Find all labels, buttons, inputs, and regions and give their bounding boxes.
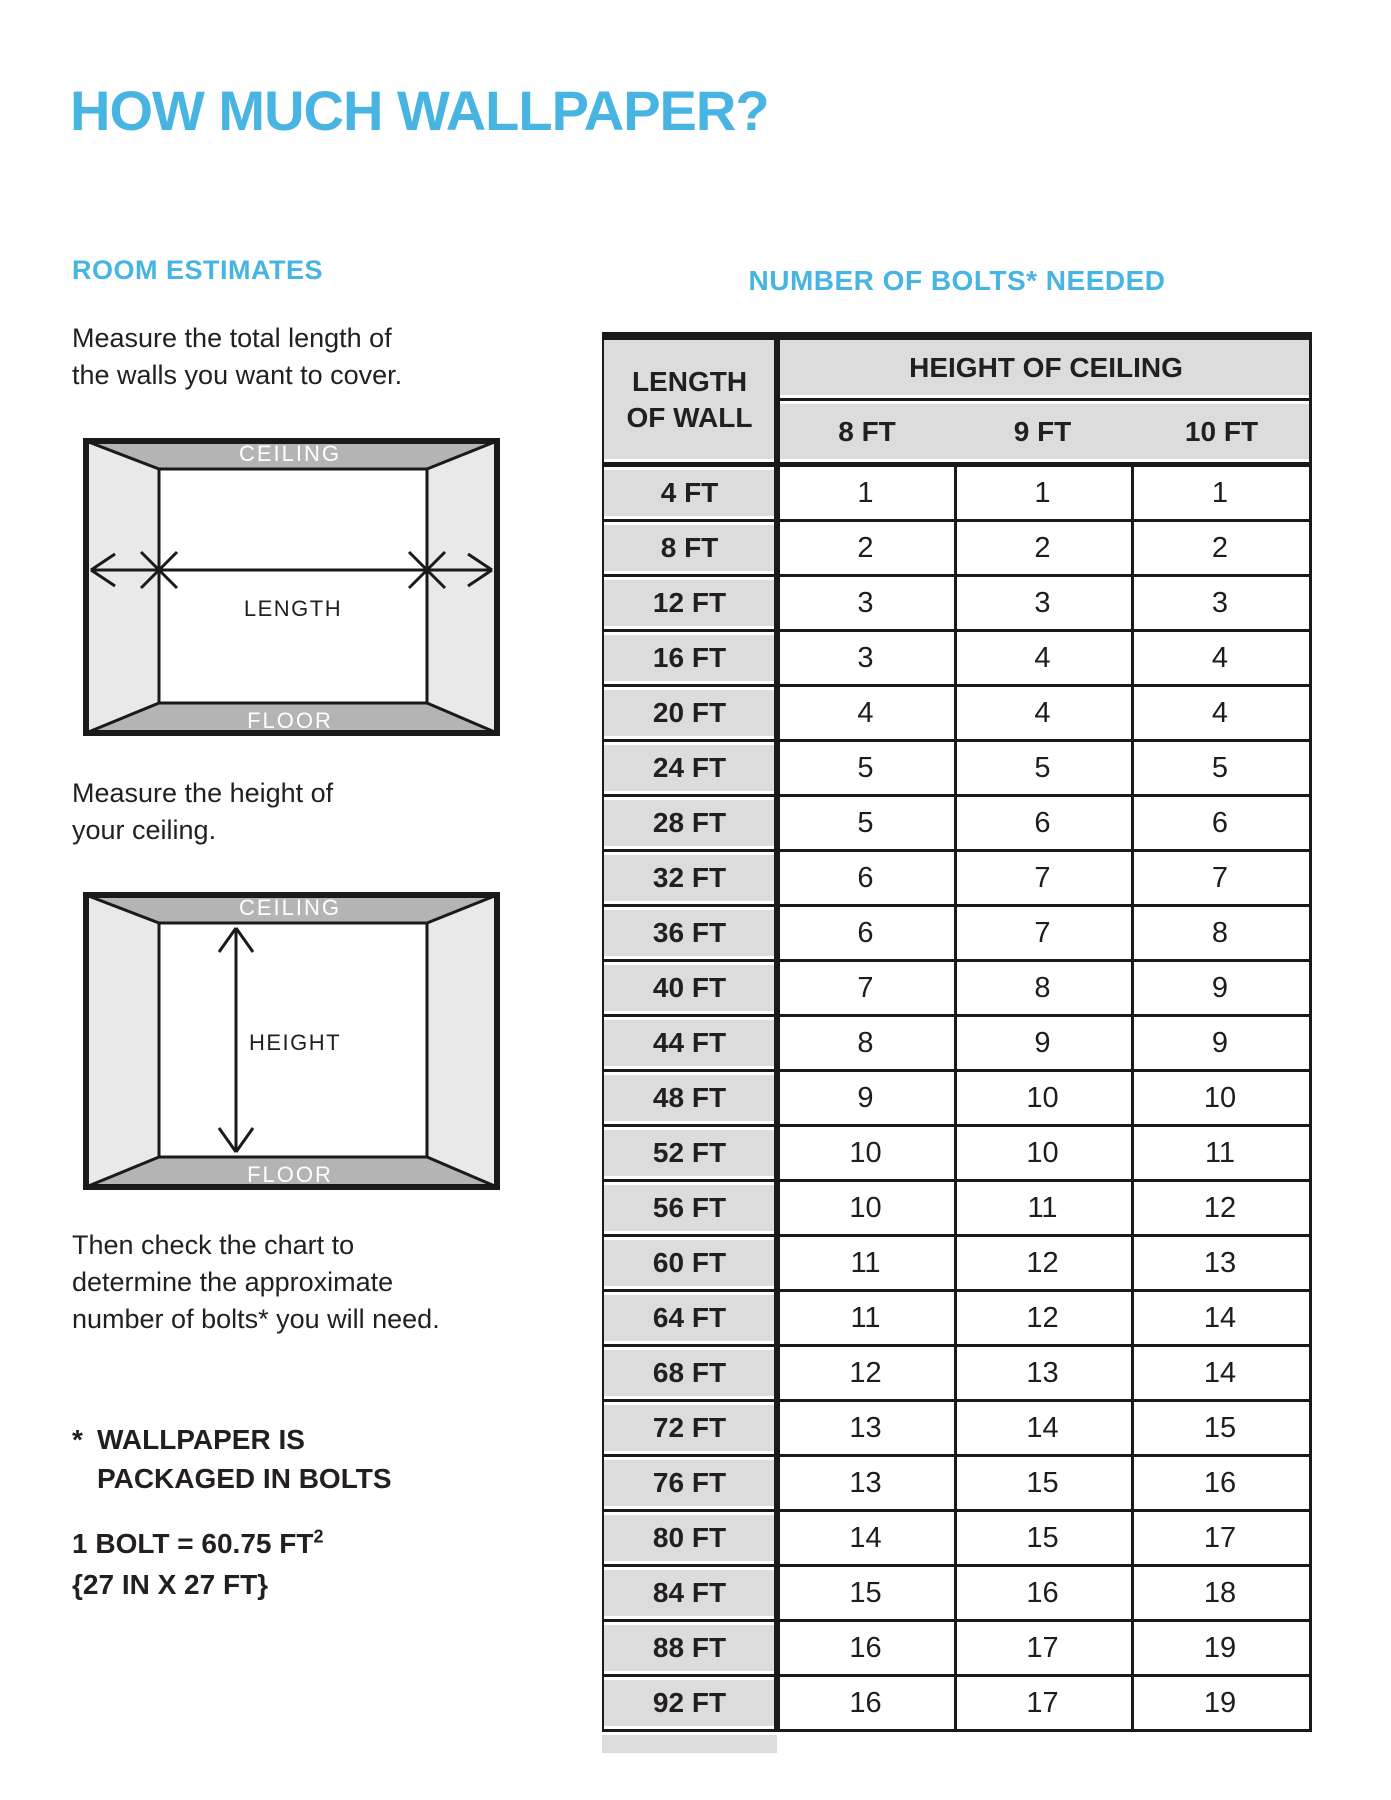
instruction-chart-line1: Then check the chart to (72, 1230, 355, 1260)
wall-length-cell: 52 FT (602, 1130, 777, 1176)
table-row (602, 852, 1312, 907)
bolt-count-cell: 10 (954, 1127, 1131, 1179)
bolt-count-cell: 15 (777, 1567, 954, 1619)
ceiling-label: CEILING (238, 441, 342, 466)
bolt-count-cell: 2 (1131, 522, 1309, 574)
table-row (602, 797, 1312, 852)
floor-label: FLOOR (247, 708, 333, 733)
bolt-count-cell: 6 (1131, 797, 1309, 849)
instruction-chart-line2: determine the approximate (72, 1267, 394, 1297)
bolts-table (602, 332, 1312, 1753)
wall-length-cell: 24 FT (602, 745, 777, 791)
bolt-count-cell: 9 (954, 1017, 1131, 1069)
room-height-diagram (83, 892, 500, 1190)
room-length-diagram (83, 438, 500, 736)
bolts-table-heading: NUMBER OF BOLTS* NEEDED (748, 265, 1166, 296)
table-bottom-stub (602, 1735, 777, 1753)
bolt-count-cell: 14 (1131, 1292, 1309, 1344)
table-grid (602, 340, 1312, 1732)
wall-length-cell: 8 FT (602, 525, 777, 571)
bolt-dimensions: {27 IN X 27 FT} (72, 1569, 269, 1601)
table-row (602, 907, 1312, 962)
column-rule (954, 467, 957, 1732)
room-length-illustration (83, 438, 500, 736)
bolt-count-cell: 18 (1131, 1567, 1309, 1619)
wall-length-cell: 84 FT (602, 1570, 777, 1616)
column-header-10ft: 10 FT (1184, 415, 1259, 447)
bolt-count-cell: 9 (1131, 962, 1309, 1014)
table-row (602, 1402, 1312, 1457)
floor-label: FLOOR (247, 1162, 333, 1187)
bolt-count-cell: 15 (954, 1512, 1131, 1564)
table-row (602, 1072, 1312, 1127)
bolt-count-cell: 14 (1131, 1347, 1309, 1399)
ceiling-label: CEILING (238, 895, 342, 920)
bolt-count-cell: 3 (777, 577, 954, 629)
length-of-wall-header (602, 340, 777, 459)
bolt-count-cell: 11 (1131, 1127, 1309, 1179)
wall-length-cell: 56 FT (602, 1185, 777, 1231)
footnote-line1: WALLPAPER IS (97, 1424, 305, 1455)
table-row (602, 1182, 1312, 1237)
right-wall (427, 892, 500, 1190)
wall-length-cell: 28 FT (602, 800, 777, 846)
wall-length-cell: 68 FT (602, 1350, 777, 1396)
page-title: HOW MUCH WALLPAPER? (70, 79, 769, 142)
bolt-count-cell: 15 (1131, 1402, 1309, 1454)
bolt-count-cell: 3 (954, 577, 1131, 629)
table-row (602, 1347, 1312, 1402)
table-row (602, 1017, 1312, 1072)
length-of-wall-line2: OF WALL (626, 401, 753, 433)
bolt-count-cell: 16 (777, 1622, 954, 1674)
table-top-border (602, 332, 1312, 340)
wall-length-cell: 92 FT (602, 1680, 777, 1726)
wall-length-cell: 16 FT (602, 635, 777, 681)
room-height-illustration (83, 892, 500, 1190)
bolt-count-cell: 10 (954, 1072, 1131, 1124)
bolt-count-cell: 17 (954, 1677, 1131, 1729)
instruction-length (72, 320, 402, 394)
height-label: HEIGHT (248, 1030, 342, 1055)
bolt-count-cell: 10 (777, 1182, 954, 1234)
bolt-count-cell: 7 (954, 852, 1131, 904)
wall-length-cell: 48 FT (602, 1075, 777, 1121)
table-thick-divider (774, 340, 780, 1732)
wall-length-cell: 44 FT (602, 1020, 777, 1066)
bolt-count-cell: 6 (777, 907, 954, 959)
wall-length-cell: 64 FT (602, 1295, 777, 1341)
bolt-count-cell: 11 (777, 1237, 954, 1289)
table-header (602, 340, 1312, 462)
bolt-count-cell: 9 (1131, 1017, 1309, 1069)
wall-length-cell: 88 FT (602, 1625, 777, 1671)
wall-length-cell: 76 FT (602, 1460, 777, 1506)
bolt-count-cell: 13 (1131, 1237, 1309, 1289)
wall-length-cell: 32 FT (602, 855, 777, 901)
bolt-equation-base: 1 BOLT = 60.75 FT (72, 1528, 314, 1560)
bolt-count-cell: 17 (954, 1622, 1131, 1674)
bolt-count-cell: 5 (1131, 742, 1309, 794)
bolt-count-cell: 12 (954, 1292, 1131, 1344)
wall-length-cell: 80 FT (602, 1515, 777, 1561)
bolt-count-cell: 19 (1131, 1677, 1309, 1729)
header-divider-line (780, 398, 1312, 401)
table-row (602, 1567, 1312, 1622)
bolt-count-cell: 1 (1131, 467, 1309, 519)
footnote-text (97, 1420, 392, 1498)
wall-length-cell: 72 FT (602, 1405, 777, 1451)
bolt-count-cell: 10 (777, 1127, 954, 1179)
bolts-footnote (72, 1420, 392, 1498)
bolt-count-cell: 4 (954, 687, 1131, 739)
wall-length-cell: 60 FT (602, 1240, 777, 1286)
table-row (602, 687, 1312, 742)
bolt-count-cell: 2 (954, 522, 1131, 574)
left-wall (83, 892, 159, 1190)
bolt-count-cell: 13 (777, 1402, 954, 1454)
table-row (602, 1237, 1312, 1292)
bolt-count-cell: 8 (954, 962, 1131, 1014)
table-right-border (1309, 340, 1312, 1732)
bolt-count-cell: 16 (1131, 1457, 1309, 1509)
table-row (602, 467, 1312, 522)
bolt-count-cell: 12 (1131, 1182, 1309, 1234)
column-header-9ft: 9 FT (1013, 415, 1072, 447)
bolt-size-info (72, 1517, 323, 1605)
table-row (602, 742, 1312, 797)
bolt-count-cell: 14 (777, 1512, 954, 1564)
footnote-line2: PACKAGED IN BOLTS (97, 1463, 392, 1494)
table-row (602, 1622, 1312, 1677)
instruction-length-line2: the walls you want to cover. (72, 360, 403, 390)
table-row (602, 1127, 1312, 1182)
bolt-count-cell: 4 (954, 632, 1131, 684)
instruction-height-line1: Measure the height of (72, 778, 334, 808)
footnote-asterisk: * (72, 1424, 83, 1455)
wall-length-cell: 36 FT (602, 910, 777, 956)
table-left-border (602, 340, 604, 1732)
table-row (602, 632, 1312, 687)
table-row (602, 962, 1312, 1017)
bolt-count-cell: 12 (777, 1347, 954, 1399)
table-row (602, 1677, 1312, 1732)
table-row (602, 522, 1312, 577)
bolt-count-cell: 4 (1131, 632, 1309, 684)
bolt-count-cell: 17 (1131, 1512, 1309, 1564)
instruction-height-line2: your ceiling. (72, 815, 217, 845)
table-row (602, 1512, 1312, 1567)
instruction-height (72, 775, 333, 849)
bolt-count-cell: 10 (1131, 1072, 1309, 1124)
bolt-count-cell: 13 (777, 1457, 954, 1509)
table-body (602, 467, 1312, 1732)
bolt-count-cell: 7 (1131, 852, 1309, 904)
length-of-wall-line1: LENGTH (631, 365, 748, 397)
bolt-count-cell: 2 (777, 522, 954, 574)
bolt-count-cell: 4 (1131, 687, 1309, 739)
room-estimates-heading: ROOM ESTIMATES (72, 255, 324, 285)
bolt-count-cell: 19 (1131, 1622, 1309, 1674)
bolt-count-cell: 1 (954, 467, 1131, 519)
instruction-length-line1: Measure the total length of (72, 323, 392, 353)
bolt-count-cell: 6 (777, 852, 954, 904)
left-wall (83, 438, 159, 736)
bolt-count-cell: 3 (1131, 577, 1309, 629)
bolt-equation-exponent: 2 (313, 1527, 324, 1547)
bolt-count-cell: 8 (777, 1017, 954, 1069)
wall-length-cell: 20 FT (602, 690, 777, 736)
table-row (602, 1457, 1312, 1512)
bolt-count-cell: 9 (777, 1072, 954, 1124)
table-row (602, 577, 1312, 632)
bolt-count-cell: 15 (954, 1457, 1131, 1509)
ceiling-header-group (780, 340, 1312, 462)
bolt-equation (72, 1528, 323, 1559)
ceiling-subheaders (780, 404, 1312, 459)
bolt-count-cell: 3 (777, 632, 954, 684)
back-wall (159, 469, 427, 703)
wall-length-cell: 4 FT (602, 470, 777, 516)
bolt-count-cell: 8 (1131, 907, 1309, 959)
column-rule (1131, 467, 1134, 1732)
bolt-count-cell: 5 (954, 742, 1131, 794)
wall-length-cell: 12 FT (602, 580, 777, 626)
bolt-count-cell: 14 (954, 1402, 1131, 1454)
instruction-chart-line3: number of bolts* you will need. (72, 1304, 440, 1334)
bolt-count-cell: 5 (777, 742, 954, 794)
bolt-count-cell: 12 (954, 1237, 1131, 1289)
height-of-ceiling-header: HEIGHT OF CEILING (780, 340, 1312, 395)
bolt-count-cell: 1 (777, 467, 954, 519)
bolt-count-cell: 13 (954, 1347, 1131, 1399)
bolt-count-cell: 5 (777, 797, 954, 849)
instruction-chart (72, 1227, 440, 1338)
bolt-count-cell: 11 (954, 1182, 1131, 1234)
length-label: LENGTH (243, 596, 343, 621)
bolt-count-cell: 16 (777, 1677, 954, 1729)
wall-length-cell: 40 FT (602, 965, 777, 1011)
column-header-8ft: 8 FT (838, 415, 896, 447)
bolt-count-cell: 7 (954, 907, 1131, 959)
bolt-count-cell: 4 (777, 687, 954, 739)
table-row (602, 1292, 1312, 1347)
bolt-count-cell: 7 (777, 962, 954, 1014)
right-wall (427, 438, 500, 736)
bolt-count-cell: 11 (777, 1292, 954, 1344)
bolt-count-cell: 16 (954, 1567, 1131, 1619)
bolt-count-cell: 6 (954, 797, 1131, 849)
